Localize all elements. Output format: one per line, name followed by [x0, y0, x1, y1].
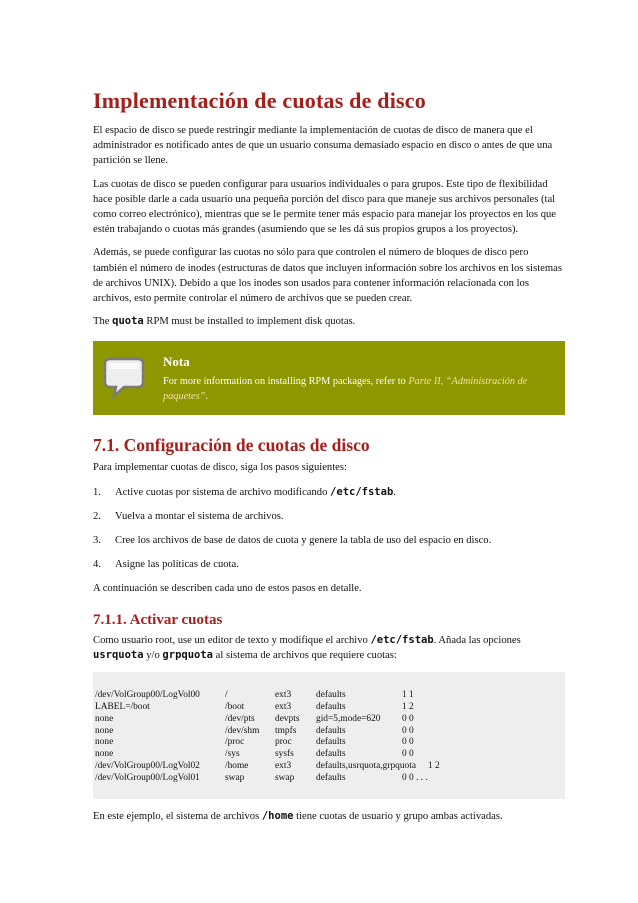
- fstab-type: swap: [275, 772, 295, 783]
- fstab-options: defaults: [316, 749, 346, 760]
- fstab-mountpoint: /home: [225, 761, 249, 772]
- fstab-dump-pass: 1 1: [402, 690, 414, 701]
- quota-package-name: quota: [112, 315, 144, 328]
- fstab-options: defaults: [316, 725, 346, 736]
- fstab-mountpoint: /dev/pts: [225, 713, 255, 724]
- speech-bubble-icon: [102, 355, 146, 399]
- step-text: Asigne las políticas de cuota.: [115, 558, 239, 570]
- sub-text-d: al sistema de archivos que requiere cuotas:: [213, 650, 397, 662]
- step-text: Cree los archivos de base de datos de cuota y genere la tabla de uso del espacio en disco.: [115, 534, 492, 546]
- fstab-dump-pass: 0 0: [402, 713, 414, 724]
- grpquota-option: grpquota: [162, 649, 213, 662]
- note-box: [93, 341, 565, 415]
- fstab-mountpoint: /proc: [225, 737, 245, 748]
- fstab-device: /dev/VolGroup00/LogVol01: [95, 772, 200, 783]
- closing-paragraph: [93, 809, 565, 824]
- steps-list: [93, 485, 565, 572]
- fstab-type: ext3: [275, 690, 292, 701]
- fstab-path: /etc/fstab: [330, 485, 394, 498]
- fstab-row: [93, 714, 565, 726]
- fstab-path: /etc/fstab: [370, 633, 434, 646]
- fstab-type: sysfs: [275, 749, 294, 760]
- step-end: .: [393, 486, 396, 498]
- closing-text-b: tiene cuotas de usuario y grupo ambas activadas.: [293, 810, 503, 822]
- fstab-type: proc: [275, 737, 292, 748]
- fstab-device: /dev/VolGroup00/LogVol02: [95, 761, 200, 772]
- fstab-device: none: [95, 725, 114, 736]
- step-item: [93, 533, 565, 548]
- fstab-row: [93, 737, 565, 749]
- fstab-device: /dev/VolGroup00/LogVol00: [95, 690, 200, 701]
- step-item: [93, 509, 565, 524]
- fstab-mountpoint: /: [225, 690, 228, 701]
- step-number: 1.: [93, 486, 101, 498]
- fstab-dump-pass: 0 0: [402, 749, 414, 760]
- rpm-text-before: The: [93, 316, 113, 328]
- fstab-dump-pass: 1 2: [428, 761, 440, 772]
- fstab-row: [93, 726, 565, 738]
- fstab-row: [93, 749, 565, 761]
- document-page: [93, 88, 565, 832]
- rpm-text-after: RPM must be installed to implement disk quotas.: [143, 316, 356, 328]
- subsection-heading: 7.1.1. Activar cuotas: [93, 611, 223, 628]
- fstab-mountpoint: /sys: [225, 749, 240, 760]
- fstab-device: none: [95, 749, 114, 760]
- step-text: Vuelva a montar el sistema de archivos.: [115, 510, 284, 522]
- fstab-dump-pass: 0 0: [402, 725, 414, 736]
- step-number: 3.: [93, 534, 101, 546]
- closing-text-a: En este ejemplo, el sistema de archivos: [93, 810, 262, 822]
- intro-paragraph-2: Las cuotas de disco se pueden configurar para usuarios individuales o para grupos. Este tipo de flexibilidad hace posible darle a cada usuario una pequeña porción del disco para que maneje sus archivos personales (tal como correo electrónico), mientras que se le permite tener más espacio para manejar los proyectos en los que estén trabajando o cuotas más grandes (asumiendo que se les dá sus propios grupos a los proyectos).: [93, 178, 556, 236]
- step-number: 2.: [93, 510, 101, 522]
- subsection-paragraph: [93, 633, 565, 663]
- intro-paragraph-1: El espacio de disco se puede restringir mediante la implementación de cuotas de disco de manera que el administrador es notificado antes de que un usuario consuma demasiado espacio en disco o antes de que una partición se llene.: [93, 125, 553, 167]
- note-body: [163, 374, 563, 404]
- section-heading: 7.1. Configuración de cuotas de disco: [93, 435, 370, 456]
- step-item: [93, 485, 565, 500]
- rpm-requirement: [93, 314, 565, 329]
- step-text: Active cuotas por sistema de archivo modificando: [115, 486, 331, 498]
- intro-paragraph-3: Además, se puede configurar las cuotas no sólo para que controlen el número de bloques de disco pero también el número de inodes (estructuras de datos que incluyen información sobre los archivos en los sistemas de archivos UNIX). Debido a que los inodes son usados para contener información relacionada con los archivos, esto permite controlar el número de archivos que se pueden crear.: [93, 247, 562, 305]
- fstab-type: ext3: [275, 761, 292, 772]
- fstab-dump-pass: 0 0 . . .: [402, 772, 428, 783]
- fstab-device: none: [95, 737, 114, 748]
- note-title: Nota: [163, 354, 190, 370]
- fstab-options: defaults: [316, 772, 346, 783]
- note-text: For more information on installing RPM packages, refer to: [163, 376, 409, 388]
- fstab-options: defaults: [316, 702, 346, 713]
- section-after: A continuación se describen cada uno de estos pasos en detalle.: [93, 582, 362, 594]
- fstab-row: [93, 761, 565, 773]
- step-number: 4.: [93, 558, 101, 570]
- fstab-code-block: [93, 672, 565, 798]
- fstab-type: ext3: [275, 702, 292, 713]
- fstab-device: LABEL=/boot: [95, 702, 150, 713]
- fstab-mountpoint: /dev/shm: [225, 725, 260, 736]
- sub-text-c: y/o: [143, 650, 163, 662]
- sub-text-b: . Añada las opciones: [433, 634, 521, 646]
- fstab-options: gid=5,mode=620: [316, 713, 381, 724]
- fstab-row: [93, 690, 565, 702]
- sub-text-a: Como usuario root, use un editor de texto y modifique el archivo: [93, 634, 371, 646]
- section-lead: Para implementar cuotas de disco, siga los pasos siguientes:: [93, 462, 347, 474]
- usrquota-option: usrquota: [93, 649, 144, 662]
- fstab-row: [93, 702, 565, 714]
- fstab-dump-pass: 0 0: [402, 737, 414, 748]
- fstab-dump-pass: 1 2: [402, 702, 414, 713]
- step-item: [93, 557, 565, 572]
- fstab-device: none: [95, 713, 114, 724]
- fstab-mountpoint: swap: [225, 772, 245, 783]
- fstab-type: tmpfs: [275, 725, 297, 736]
- note-link[interactable]: Parte II, “Administración de paquetes”: [163, 376, 528, 403]
- fstab-mountpoint: /boot: [225, 702, 245, 713]
- fstab-options: defaults,usrquota,grpquota: [316, 761, 416, 772]
- page-title: Implementación de cuotas de disco: [93, 88, 426, 113]
- fstab-options: defaults: [316, 737, 346, 748]
- fstab-options: defaults: [316, 690, 346, 701]
- fstab-row: [93, 773, 565, 785]
- fstab-type: devpts: [275, 713, 300, 724]
- home-path: /home: [261, 809, 294, 822]
- note-end: .: [205, 391, 208, 403]
